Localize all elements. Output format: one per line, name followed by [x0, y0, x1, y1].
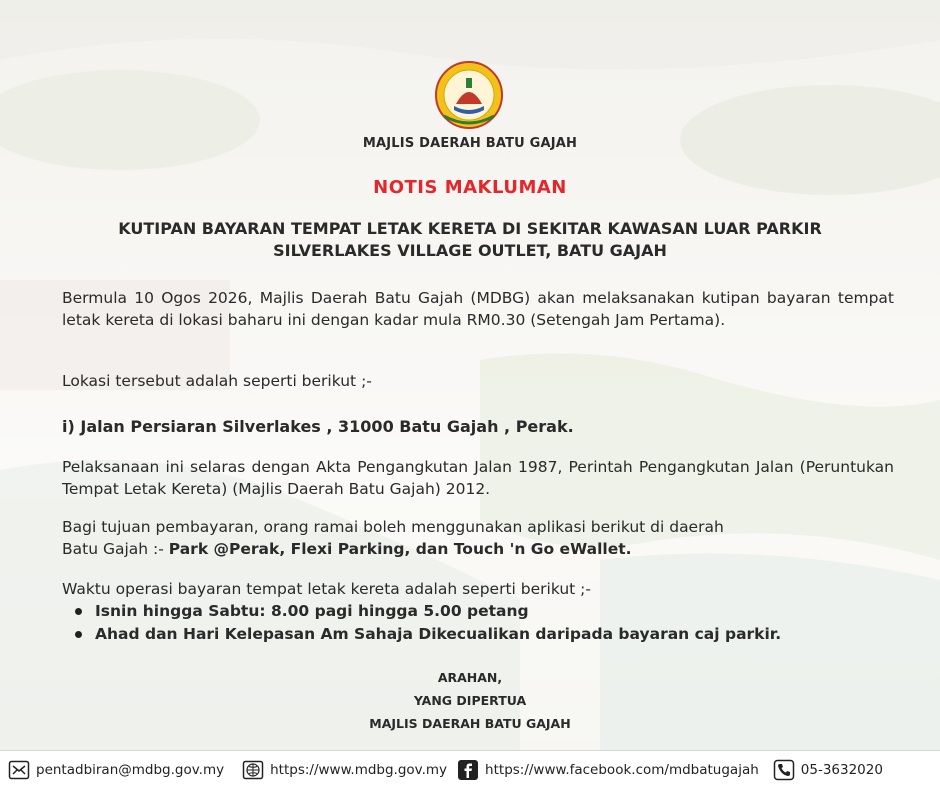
footer-email[interactable] — [8, 759, 224, 781]
footer-facebook[interactable] — [457, 759, 759, 781]
signature-line-1: ARAHAN, — [437, 670, 503, 685]
email-link[interactable]: pentadbiran@mdbg.gov.my — [36, 762, 225, 778]
subject-line-2: SILVERLAKES VILLAGE OUTLET, BATU GAJAH — [273, 241, 667, 260]
payment-apps-line-1: Bagi tujuan pembayaran, orang ramai boleh menggunakan aplikasi berikut di daerah — [62, 518, 724, 536]
footer-website[interactable] — [242, 759, 447, 781]
facebook-icon — [457, 759, 479, 781]
contact-footer — [0, 750, 940, 788]
website-link[interactable]: https://www.mdbg.gov.my — [270, 762, 448, 778]
council-name: MAJLIS DAERAH BATU GAJAH — [362, 136, 578, 151]
payment-apps-prefix: Batu Gajah :- — [62, 540, 169, 558]
footer-phone[interactable] — [773, 759, 883, 781]
phone-number[interactable]: 05-3632020 — [800, 762, 883, 778]
list-item: Isnin hingga Sabtu: 8.00 pagi hingga 5.00 petang — [70, 600, 781, 623]
notice-title: NOTIS MAKLUMAN — [373, 177, 567, 198]
signature-block — [0, 666, 940, 735]
globe-icon — [242, 759, 264, 781]
council-logo-icon — [434, 60, 504, 130]
payment-apps-list: Park @Perak, Flexi Parking, dan Touch 'n Go eWallet. — [168, 540, 632, 558]
location-address: i) Jalan Persiaran Silverlakes , 31000 Batu Gajah , Perak. — [62, 417, 574, 436]
list-item: Ahad dan Hari Kelepasan Am Sahaja Dikecualikan daripada bayaran caj parkir. — [70, 623, 781, 646]
paragraph-operating-hours: Waktu operasi bayaran tempat letak kereta adalah seperti berikut ;- — [62, 580, 591, 598]
phone-icon — [773, 759, 795, 781]
paragraph-location-intro: Lokasi tersebut adalah seperti berikut ;- — [62, 372, 372, 390]
signature-line-3: MAJLIS DAERAH BATU GAJAH — [369, 716, 571, 731]
paragraph-payment-apps — [62, 516, 894, 560]
signature-line-2: YANG DIPERTUA — [413, 693, 527, 708]
facebook-link[interactable]: https://www.facebook.com/mdbatugajah — [485, 762, 759, 778]
paragraph-effective-date: Bermula 10 Ogos 2026, Majlis Daerah Batu Gajah (MDBG) akan melaksanakan kutipan bayaran tempat letak kereta di lokasi baharu ini dengan kadar mula RM0.30 (Setengah Jam Pertama). — [62, 289, 894, 329]
subject-line-1: KUTIPAN BAYARAN TEMPAT LETAK KERETA DI SEKITAR KAWASAN LUAR PARKIR — [118, 219, 822, 238]
notice-subject — [40, 218, 900, 262]
paragraph-legal-basis: Pelaksanaan ini selaras dengan Akta Pengangkutan Jalan 1987, Perintah Pengangkutan Jalan (Peruntukan Tempat Letak Kereta) (Majlis Daerah Batu Gajah) 2012. — [62, 458, 894, 498]
operating-hours-list — [70, 600, 781, 646]
envelope-icon — [8, 759, 30, 781]
payment-apps-line-2 — [62, 538, 894, 560]
